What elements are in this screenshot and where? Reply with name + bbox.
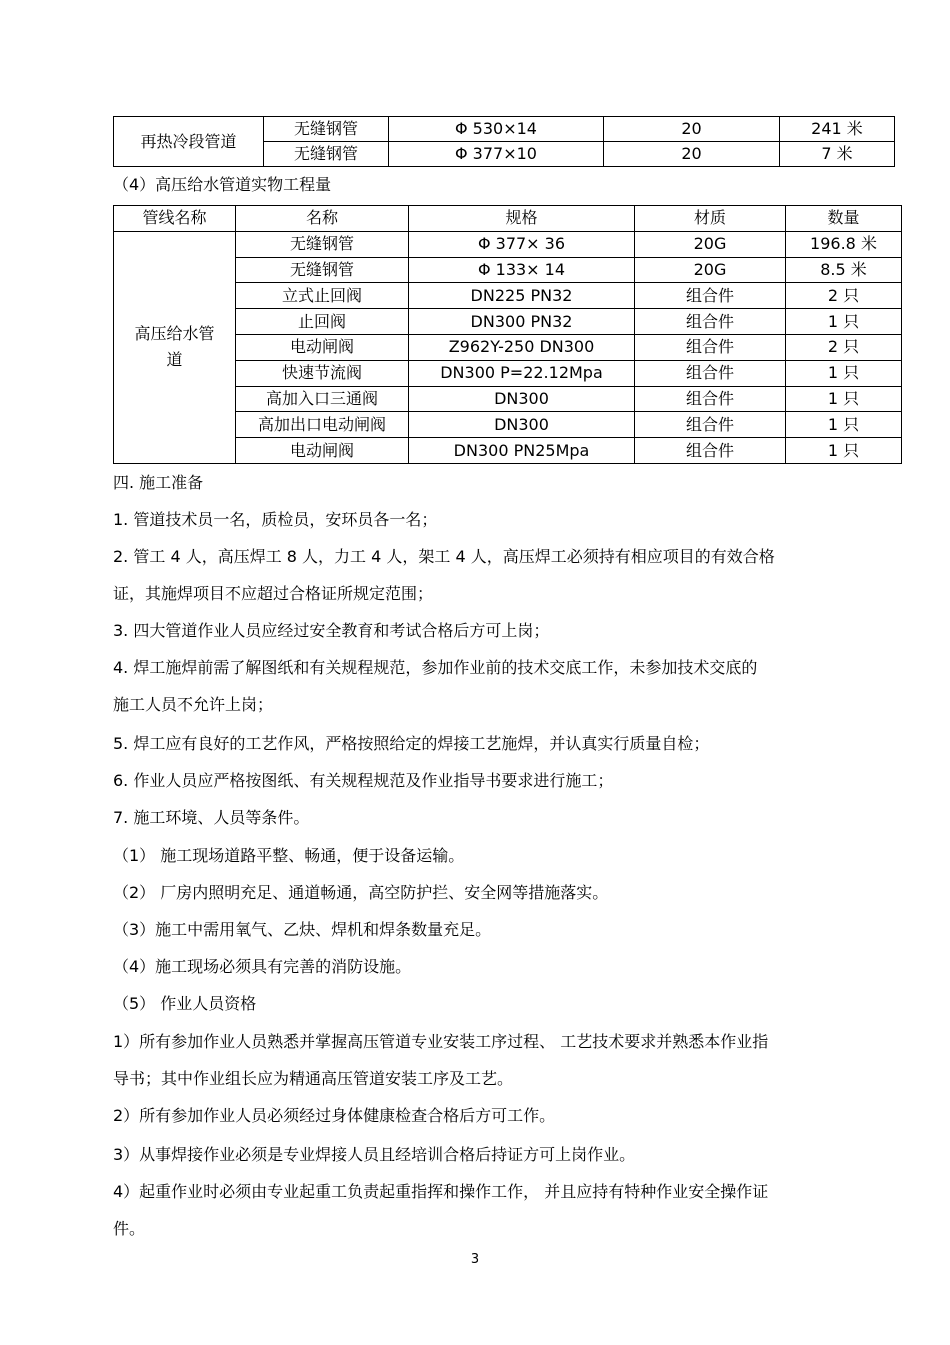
material-cell: 20G — [635, 257, 786, 283]
body-text-line: 4）起重作业时必须由专业起重工负责起重指挥和操作工作， 并且应持有特种作业安全操作证 — [113, 1182, 769, 1201]
body-text-line: （2） 厂房内照明充足、通道畅通，高空防护拦、安全网等措施落实。 — [113, 883, 609, 902]
material-cell: 组合件 — [635, 283, 786, 309]
name-cell: 电动闸阀 — [236, 438, 409, 464]
quantity-cell: 8.5 米 — [786, 257, 902, 283]
hp-feedwater-pipe-table — [113, 205, 902, 464]
pipeline-name-cell: 再热冷段管道 — [114, 117, 264, 167]
body-text-line: 3. 四大管道作业人员应经过安全教育和考试合格后方可上岗； — [113, 621, 550, 640]
table-row — [114, 231, 902, 257]
material-cell: 组合件 — [635, 412, 786, 438]
material-cell: 组合件 — [635, 386, 786, 412]
name-cell: 高加出口电动闸阀 — [236, 412, 409, 438]
body-text-line: 6. 作业人员应严格按图纸、有关规程规范及作业指导书要求进行施工； — [113, 771, 614, 790]
quantity-cell: 1 只 — [786, 412, 902, 438]
spec-cell: Φ 530×14 — [389, 117, 604, 142]
spec-cell: DN225 PN32 — [409, 283, 635, 309]
quantity-cell: 1 只 — [786, 309, 902, 335]
quantity-cell: 2 只 — [786, 334, 902, 360]
name-cell: 无缝钢管 — [264, 142, 389, 167]
body-text-line: （1） 施工现场道路平整、畅通，便于设备运输。 — [113, 846, 465, 865]
body-text-line: 导书；其中作业组长应为精通高压管道安装工序及工艺。 — [113, 1069, 514, 1088]
body-text-line: 5. 焊工应有良好的工艺作风，严格按照给定的焊接工艺施焊，并认真实行质量自检； — [113, 734, 710, 753]
quantity-cell: 241 米 — [780, 117, 895, 142]
spec-cell: Φ 133× 14 — [409, 257, 635, 283]
material-cell: 组合件 — [635, 309, 786, 335]
spec-cell: DN300 P=22.12Mpa — [409, 360, 635, 386]
spec-cell: DN300 PN25Mpa — [409, 438, 635, 464]
material-cell: 20 — [604, 142, 780, 167]
spec-cell: Φ 377× 36 — [409, 231, 635, 257]
body-text-line: 证，其施焊项目不应超过合格证所规定范围； — [113, 584, 434, 603]
quantity-cell: 7 米 — [780, 142, 895, 167]
quantity-cell: 196.8 米 — [786, 231, 902, 257]
section-heading: 四. 施工准备 — [113, 473, 204, 492]
header-cell: 名称 — [236, 206, 409, 232]
pipeline-name-cell: 高压给水管 道 — [114, 231, 236, 463]
spec-cell: Z962Y-250 DN300 — [409, 334, 635, 360]
body-text-line: （5） 作业人员资格 — [113, 994, 257, 1013]
page-number: 3 — [470, 1252, 480, 1267]
body-text-line: （3）施工中需用氧气、乙炔、焊机和焊条数量充足。 — [113, 920, 492, 939]
quantity-cell: 1 只 — [786, 438, 902, 464]
body-text-line: 施工人员不允许上岗； — [113, 695, 274, 714]
body-text-line: 7. 施工环境、人员等条件。 — [113, 808, 310, 827]
name-cell: 立式止回阀 — [236, 283, 409, 309]
spec-cell: Φ 377×10 — [389, 142, 604, 167]
name-cell: 无缝钢管 — [236, 231, 409, 257]
quantity-cell: 2 只 — [786, 283, 902, 309]
material-cell: 组合件 — [635, 334, 786, 360]
quantity-cell: 1 只 — [786, 386, 902, 412]
table-caption: （4）高压给水管道实物工程量 — [113, 175, 332, 194]
body-text-line: （4）施工现场必须具有完善的消防设施。 — [113, 957, 412, 976]
header-cell: 管线名称 — [114, 206, 236, 232]
name-cell: 电动闸阀 — [236, 334, 409, 360]
name-cell: 高加入口三通阀 — [236, 386, 409, 412]
header-cell: 规格 — [409, 206, 635, 232]
body-text-line: 件。 — [113, 1219, 146, 1238]
spec-cell: DN300 — [409, 412, 635, 438]
spec-cell: DN300 PN32 — [409, 309, 635, 335]
quantity-cell: 1 只 — [786, 360, 902, 386]
body-text-line: 3）从事焊接作业必须是专业焊接人员且经培训合格后持证方可上岗作业。 — [113, 1145, 636, 1164]
name-cell: 止回阀 — [236, 309, 409, 335]
spec-cell: DN300 — [409, 386, 635, 412]
body-text-line: 4. 焊工施焊前需了解图纸和有关规程规范，参加作业前的技术交底工作，未参加技术交底的 — [113, 658, 758, 677]
table-header-row — [114, 206, 902, 232]
name-cell: 无缝钢管 — [264, 117, 389, 142]
material-cell: 20 — [604, 117, 780, 142]
material-cell: 组合件 — [635, 438, 786, 464]
header-cell: 材质 — [635, 206, 786, 232]
body-text-line: 2）所有参加作业人员必须经过身体健康检查合格后方可工作。 — [113, 1106, 556, 1125]
table-row — [114, 117, 895, 142]
body-text-line: 1）所有参加作业人员熟悉并掌握高压管道专业安装工序过程、 工艺技术要求并熟悉本作业指 — [113, 1032, 769, 1051]
material-cell: 20G — [635, 231, 786, 257]
name-cell: 无缝钢管 — [236, 257, 409, 283]
header-cell: 数量 — [786, 206, 902, 232]
name-cell: 快速节流阀 — [236, 360, 409, 386]
material-cell: 组合件 — [635, 360, 786, 386]
body-text-line: 1. 管道技术员一名，质检员，安环员各一名； — [113, 510, 438, 529]
body-text-line: 2. 管工 4 人，高压焊工 8 人，力工 4 人，架工 4 人，高压焊工必须持有相应项目的有效合格 — [113, 547, 775, 566]
cold-reheat-pipe-table — [113, 116, 895, 167]
